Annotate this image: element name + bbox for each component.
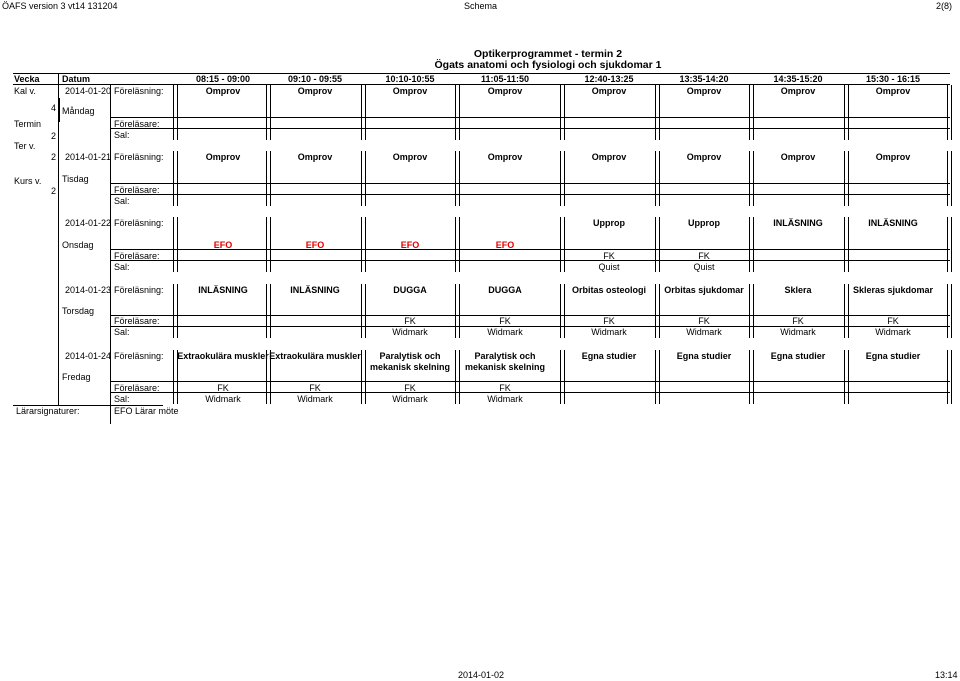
room-cell: Widmark <box>487 394 523 404</box>
row-label-sal: Sal: <box>114 327 130 337</box>
col-time-8: 15:30 - 16:15 <box>865 74 921 84</box>
slot-divider <box>173 85 178 140</box>
col-vecka: Vecka <box>14 74 40 84</box>
datum-label-divider <box>110 84 111 424</box>
efo-cell: EFO <box>495 240 515 250</box>
room-cell: Widmark <box>591 327 627 337</box>
slot-divider <box>455 151 460 206</box>
lecture-cell: Omprov <box>392 152 428 162</box>
col-time-3: 10:10-10:55 <box>385 74 435 84</box>
lecture-cell: Omprov <box>591 152 627 162</box>
lecture-cell: Sklera <box>784 285 812 295</box>
slot-divider <box>844 85 849 140</box>
slot-divider <box>173 284 178 338</box>
room-cell: Widmark <box>875 327 911 337</box>
lecture-cell: Orbitas sjukdomar <box>664 285 744 295</box>
slot-divider <box>266 85 271 140</box>
row-label-sal: Sal: <box>114 130 130 140</box>
lecturer-cell: FK <box>499 316 511 326</box>
lecturer-cell: FK <box>698 251 710 261</box>
slot-divider <box>455 350 460 404</box>
slot-divider <box>361 151 366 206</box>
slot-divider <box>655 284 660 338</box>
header-version: ÖAFS version 3 vt14 131204 <box>2 1 118 11</box>
ter-label: Ter v. <box>14 141 36 151</box>
lecture-cell: Egna studier <box>770 351 826 361</box>
day-name: Onsdag <box>62 240 94 250</box>
slot-divider <box>361 350 366 404</box>
slot-divider <box>455 85 460 140</box>
slot-divider <box>455 284 460 338</box>
slot-divider <box>947 217 952 272</box>
row-label-forelasning: Föreläsning: <box>114 285 164 295</box>
slot-divider <box>749 151 754 206</box>
slot-divider <box>844 151 849 206</box>
slot-divider <box>947 151 952 206</box>
signatures-value: EFO Lärar möte <box>114 406 179 416</box>
header-page-number: 2(8) <box>936 1 953 11</box>
ter-value: 2 <box>50 152 56 162</box>
lecture-cell: Omprov <box>686 152 722 162</box>
lecture-cell: Egna studier <box>865 351 921 361</box>
day-name: Fredag <box>62 372 91 382</box>
kurs-label: Kurs v. <box>14 176 42 186</box>
lecture-cell: Paralytisk och mekanisk skelning <box>369 351 451 372</box>
lecturer-cell: FK <box>792 316 804 326</box>
lecture-cell: Egna studier <box>676 351 732 361</box>
footer-time: 13:14 <box>935 670 958 680</box>
slot-divider <box>560 151 565 206</box>
day-date: 2014-01-20 <box>64 86 111 96</box>
row-label-forelasare: Föreläsare: <box>114 119 160 129</box>
room-cell: Widmark <box>205 394 241 404</box>
col-time-7: 14:35-15:20 <box>773 74 823 84</box>
course-title: Ögats anatomi och fysiologi och sjukdomar 1 <box>434 59 662 71</box>
lecture-cell: Skleras sjukdomar <box>852 285 934 295</box>
slot-divider <box>560 350 565 404</box>
lecturer-cell: FK <box>603 316 615 326</box>
room-cell: Widmark <box>487 327 523 337</box>
col-datum: Datum <box>62 74 91 84</box>
row-label-forelasning: Föreläsning: <box>114 152 164 162</box>
room-cell: Widmark <box>780 327 816 337</box>
lecture-cell: Omprov <box>780 152 816 162</box>
row-label-sal: Sal: <box>114 394 130 404</box>
lecture-cell: Omprov <box>297 152 333 162</box>
slot-divider <box>455 217 460 272</box>
lecturer-cell: FK <box>499 383 511 393</box>
day-date: 2014-01-24 <box>64 351 111 361</box>
day-name: Torsdag <box>62 306 95 316</box>
row-label-forelasare: Föreläsare: <box>114 383 160 393</box>
lecture-cell: Omprov <box>591 86 627 96</box>
lecture-cell: INLÄSNING <box>773 218 823 228</box>
slot-divider <box>266 151 271 206</box>
lecture-cell: Upprop <box>688 218 720 228</box>
program-title: Optikerprogrammet - termin 2 <box>473 48 623 60</box>
room-cell: Widmark <box>392 327 428 337</box>
day-name: Måndag <box>62 106 95 116</box>
lecture-cell: Omprov <box>487 152 523 162</box>
signatures-label: Lärarsignaturer: <box>16 406 80 416</box>
row-label-forelasare: Föreläsare: <box>114 251 160 261</box>
lecture-cell: INLÄSNING <box>198 285 248 295</box>
kal-label: Kal v. <box>14 86 36 96</box>
day-date: 2014-01-21 <box>64 152 111 162</box>
lecture-cell: Omprov <box>875 86 911 96</box>
slot-divider <box>361 85 366 140</box>
lecture-cell: Omprov <box>392 86 428 96</box>
row-label-sal: Sal: <box>114 262 130 272</box>
slot-divider <box>655 350 660 404</box>
col-time-4: 11:05-11:50 <box>480 74 530 84</box>
lecture-cell: Upprop <box>593 218 625 228</box>
vecka-datum-divider <box>58 84 59 406</box>
col-time-6: 13:35-14:20 <box>679 74 729 84</box>
slot-divider <box>749 350 754 404</box>
slot-divider <box>173 217 178 272</box>
lecture-cell: Omprov <box>205 152 241 162</box>
slot-divider <box>560 85 565 140</box>
efo-cell: EFO <box>400 240 420 250</box>
kal-value: 4 <box>50 103 56 113</box>
row-label-forelasning: Föreläsning: <box>114 86 164 96</box>
lecture-cell: DUGGA <box>393 285 427 295</box>
slot-divider <box>947 85 952 140</box>
footer-date: 2014-01-02 <box>458 670 505 680</box>
slot-divider <box>173 350 178 404</box>
kurs-value: 2 <box>50 186 56 196</box>
lecturer-cell: FK <box>698 316 710 326</box>
col-time-2: 09:10 - 09:55 <box>287 74 343 84</box>
termin-value: 2 <box>50 131 56 141</box>
slot-divider <box>947 350 952 404</box>
slot-divider <box>173 151 178 206</box>
termin-label: Termin <box>14 119 42 129</box>
lecturer-cell: FK <box>603 251 615 261</box>
lecture-cell: Extraokulära muskler <box>177 351 269 361</box>
slot-divider <box>266 217 271 272</box>
lecture-cell: Egna studier <box>581 351 637 361</box>
slot-divider <box>655 85 660 140</box>
row-label-forelasare: Föreläsare: <box>114 185 160 195</box>
room-cell: Quist <box>693 262 715 272</box>
lecture-cell: Paralytisk och mekanisk skelning <box>464 351 546 372</box>
slot-divider <box>844 284 849 338</box>
day-name: Tisdag <box>62 174 89 184</box>
row-label-forelasare: Föreläsare: <box>114 316 160 326</box>
slot-divider <box>655 217 660 272</box>
slot-divider <box>749 217 754 272</box>
day-date: 2014-01-22 <box>64 218 111 228</box>
col-time-1: 08:15 - 09:00 <box>195 74 251 84</box>
slot-divider <box>749 85 754 140</box>
lecture-cell: Orbitas osteologi <box>571 285 646 295</box>
lecture-cell: Omprov <box>780 86 816 96</box>
slot-divider <box>560 217 565 272</box>
header-schema: Schema <box>464 1 498 11</box>
slot-divider <box>361 217 366 272</box>
slot-divider <box>266 350 271 404</box>
lecture-cell: Extraokulära muskler <box>269 351 361 361</box>
lecture-cell: INLÄSNING <box>868 218 918 228</box>
slot-divider <box>844 217 849 272</box>
lecturer-cell: FK <box>217 383 229 393</box>
room-cell: Widmark <box>392 394 428 404</box>
efo-cell: EFO <box>213 240 233 250</box>
day-date: 2014-01-23 <box>64 285 111 295</box>
col-time-5: 12:40-13:25 <box>584 74 634 84</box>
lecture-cell: DUGGA <box>488 285 522 295</box>
slot-divider <box>560 284 565 338</box>
slot-divider <box>749 284 754 338</box>
lecture-cell: INLÄSNING <box>290 285 340 295</box>
col-divider <box>58 73 59 84</box>
lecture-cell: Omprov <box>205 86 241 96</box>
room-cell: Widmark <box>297 394 333 404</box>
slot-divider <box>361 284 366 338</box>
lecture-cell: Omprov <box>686 86 722 96</box>
lecturer-cell: FK <box>887 316 899 326</box>
efo-cell: EFO <box>305 240 325 250</box>
row-label-forelasning: Föreläsning: <box>114 351 164 361</box>
slot-divider <box>655 151 660 206</box>
room-cell: Quist <box>598 262 620 272</box>
row-label-sal: Sal: <box>114 196 130 206</box>
lecturer-cell: FK <box>309 383 321 393</box>
lecture-cell: Omprov <box>875 152 911 162</box>
lecture-cell: Omprov <box>297 86 333 96</box>
lecturer-cell: FK <box>404 383 416 393</box>
slot-divider <box>266 284 271 338</box>
lecture-cell: Omprov <box>487 86 523 96</box>
lecturer-cell: FK <box>404 316 416 326</box>
slot-divider <box>844 350 849 404</box>
slot-divider <box>947 284 952 338</box>
row-label-forelasning: Föreläsning: <box>114 218 164 228</box>
room-cell: Widmark <box>686 327 722 337</box>
